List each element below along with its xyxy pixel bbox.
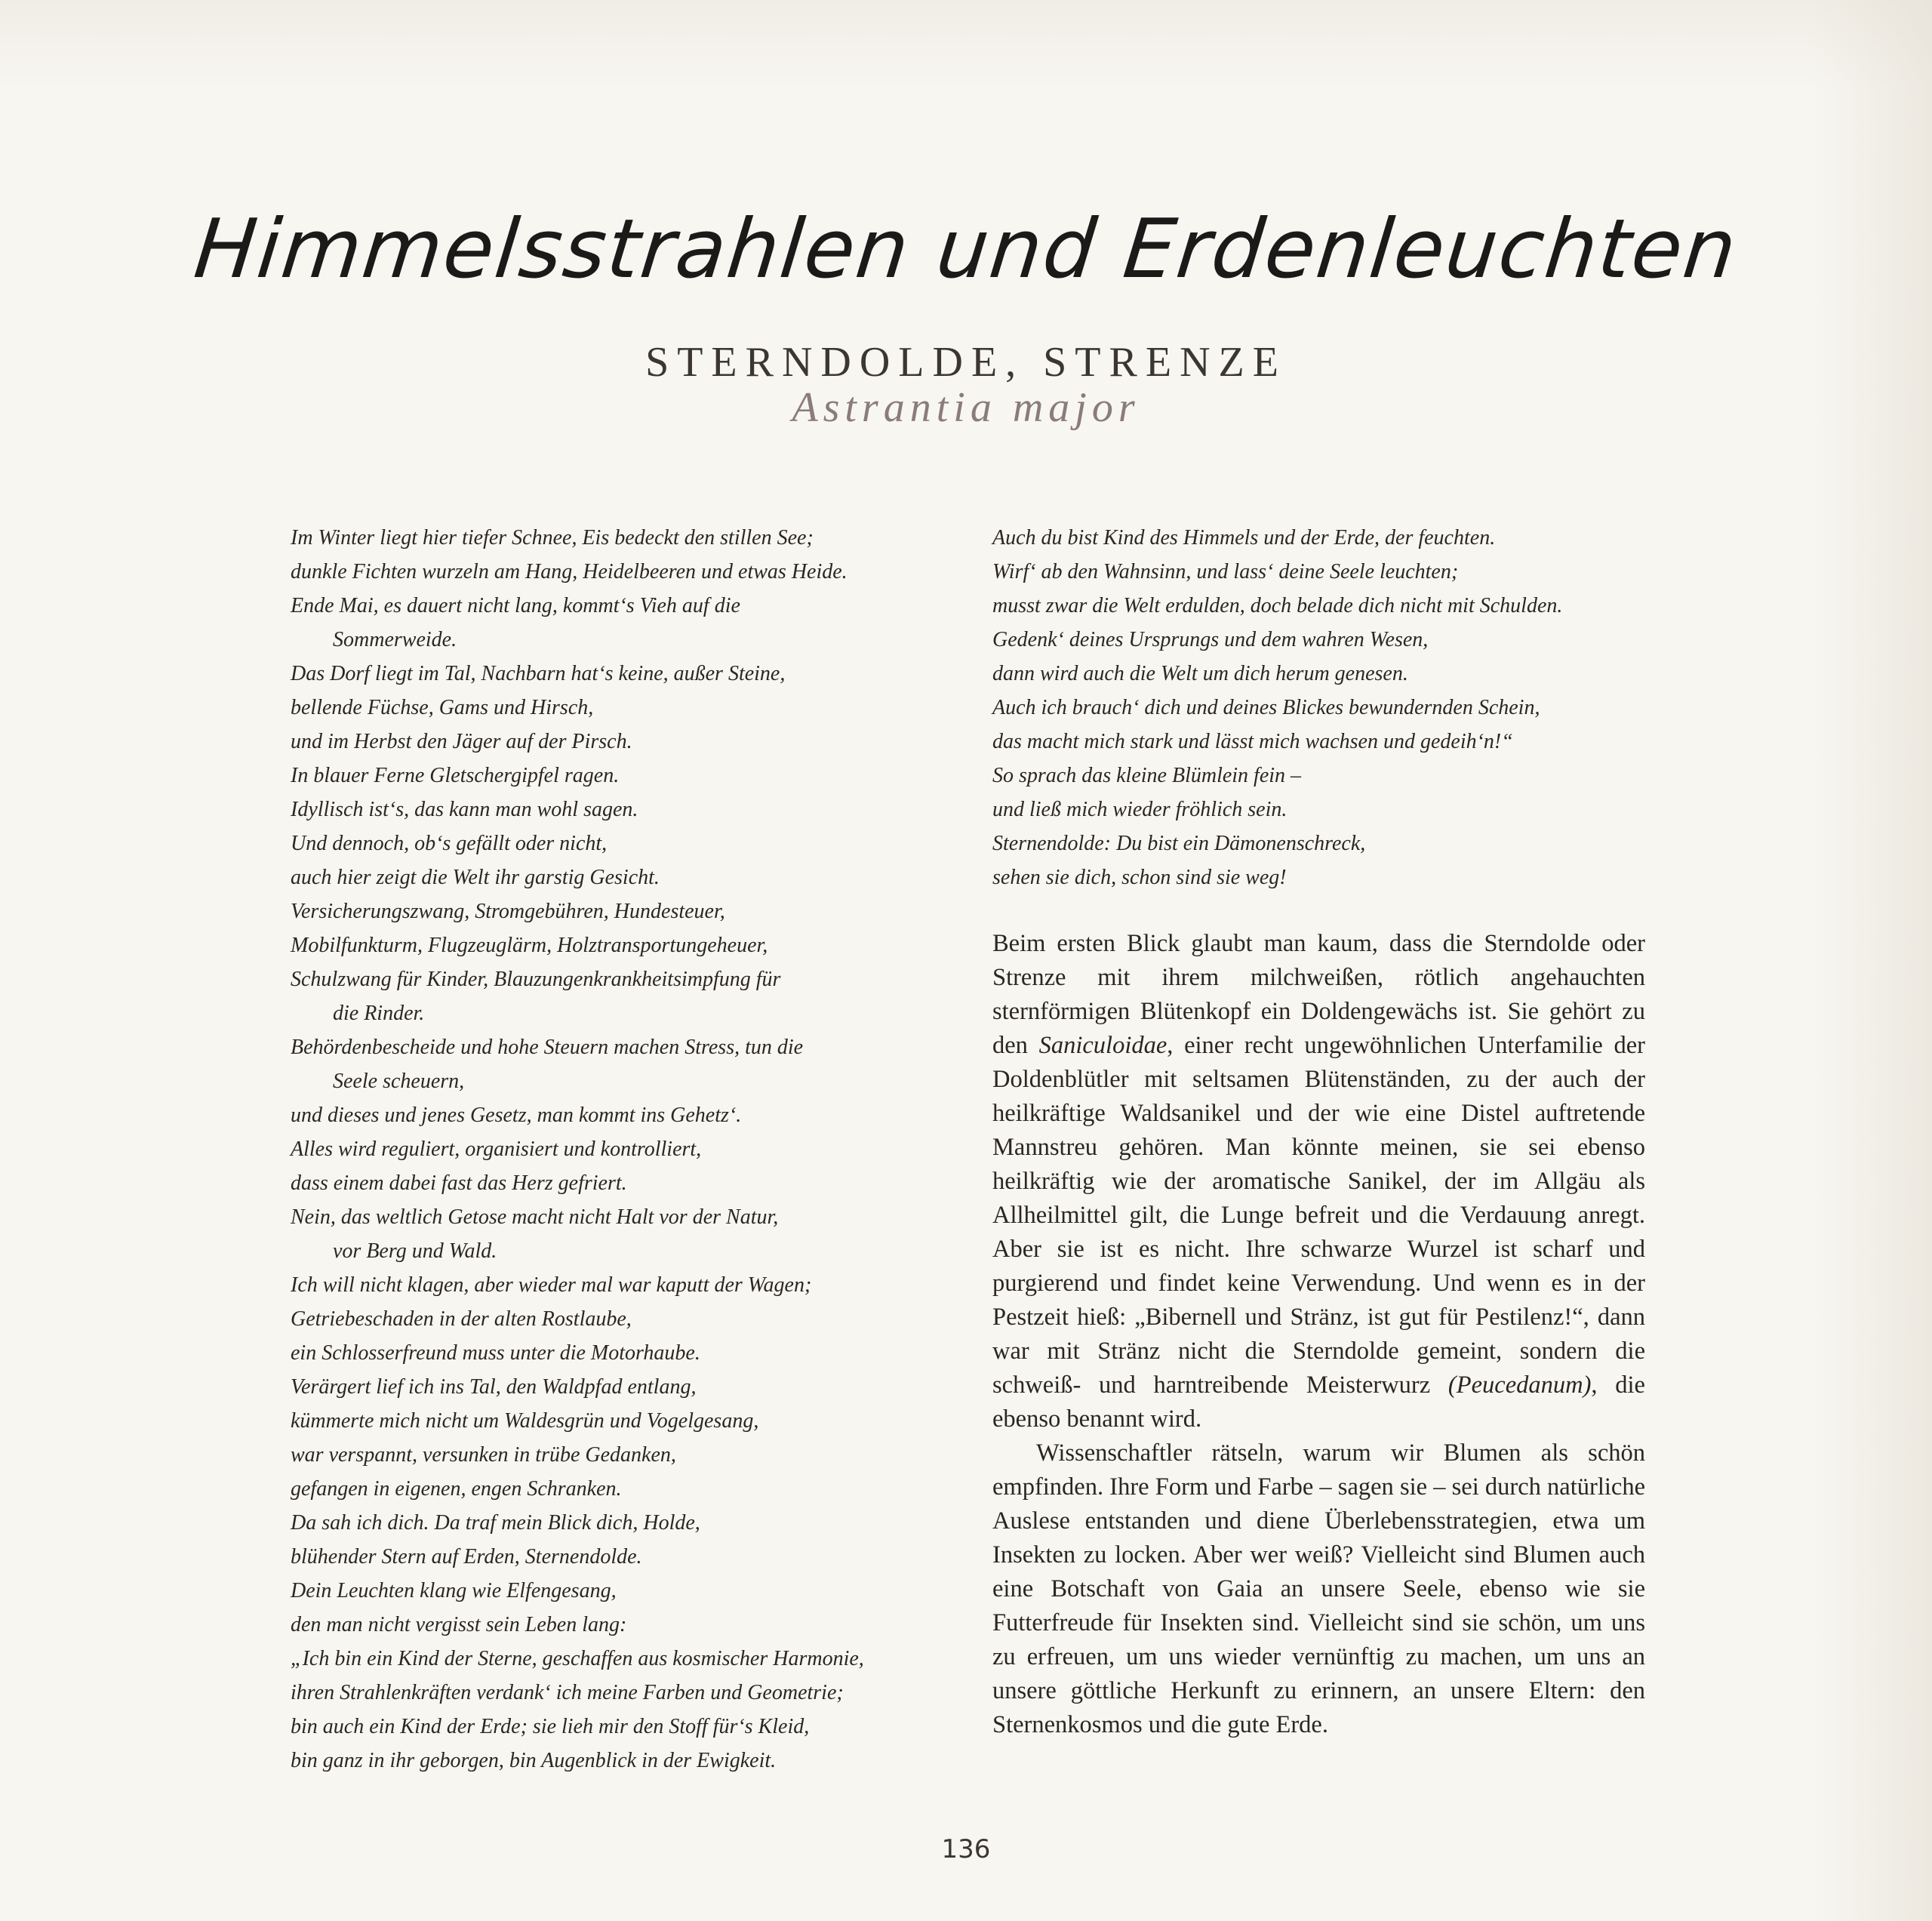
poem-line: Im Winter liegt hier tiefer Schnee, Eis bedeckt den stillen See; [291, 526, 814, 550]
prose-emphasis: Saniculoidae [1038, 1032, 1168, 1059]
poem-line: Idyllisch ist‘s, das kann man wohl sagen. [291, 798, 638, 821]
poem-line: Wirf‘ ab den Wahnsinn, und lass‘ deine Seele leuchten; [992, 560, 1459, 583]
poem-line: dunkle Fichten wurzeln am Hang, Heidelbeeren und etwas Heide. [291, 560, 848, 583]
poem-line: Sternendolde: Du bist ein Dämonenschreck, [992, 832, 1366, 855]
prose-text-run: , einer recht ungewöhnlichen Unterfamilie der Doldenblütler mit seltsamen Blütenständen, zu der auch der heilkräftige Waldsanikel und der wie eine Distel auftretende Mannstreu gehören. Man könnte meinen, sie sei ebenso heilkräftig wie der aromatische Sanikel, der im Allgäu als Allheilmittel gilt, die Lunge befreit und die Verdauung anregt. Aber sie ist es nicht. Ihre schwarze Wurzel ist scharf und purgierend und findet keine Verwendung. Und wenn es in der Pestzeit hieß: „Bibernell und Stränz, ist gut für Pestilenz!“, dann war mit Stränz nicht die Sterndolde gemeint, sondern die schweiß- und harntreibende Meisterwurz [992, 1032, 1645, 1399]
poem-line: dann wird auch die Welt um dich herum genesen. [992, 662, 1408, 685]
poem-line: sehen sie dich, schon sind sie weg! [992, 866, 1287, 889]
poem-line: und im Herbst den Jäger auf der Pirsch. [291, 730, 632, 753]
poem-line: bin auch ein Kind der Erde; sie lieh mir den Stoff für‘s Kleid, [291, 1715, 810, 1738]
poem-line: Auch du bist Kind des Himmels und der Erde, der feuchten. [992, 526, 1496, 550]
prose-text [992, 927, 1645, 1742]
poem-line: In blauer Ferne Gletschergipfel ragen. [291, 764, 620, 787]
poem-line: Schulzwang für Kinder, Blauzungenkrankheitsimpfung für [291, 968, 781, 991]
poem-line: kümmerte mich nicht um Waldesgrün und Vogelgesang, [291, 1409, 759, 1433]
poem-line: „Ich bin ein Kind der Sterne, geschaffen aus kosmischer Harmonie, [291, 1647, 864, 1670]
poem-line: Auch ich brauch‘ dich und deines Blickes bewundernden Schein, [992, 696, 1540, 719]
poem-line: das macht mich stark und lässt mich wachsen und gedeih‘n!“ [992, 730, 1513, 753]
poem-line: Nein, das weltlich Getose macht nicht Halt vor der Natur, [291, 1205, 779, 1229]
poem-line: gefangen in eigenen, engen Schranken. [291, 1477, 622, 1501]
poem-line: musst zwar die Welt erdulden, doch belade dich nicht mit Schulden. [992, 594, 1563, 617]
poem-line: blühender Stern auf Erden, Sternendolde. [291, 1545, 642, 1569]
poem-line: Verärgert lief ich ins Tal, den Waldpfad entlang, [291, 1375, 697, 1399]
poem-line: Versicherungszwang, Stromgebühren, Hundesteuer, [291, 900, 725, 923]
poem-line: und dieses und jenes Gesetz, man kommt ins Gehetz‘. [291, 1104, 742, 1127]
poem-line: die Rinder. [333, 1002, 425, 1025]
poem-line: den man nicht vergisst sein Leben lang: [291, 1613, 627, 1636]
poem-line: Mobilfunkturm, Flugzeuglärm, Holztransportungeheuer, [291, 934, 768, 957]
poem-line: und ließ mich wieder fröhlich sein. [992, 798, 1287, 821]
latin-name: Astrantia major [792, 384, 1140, 431]
page-shade-top [0, 0, 1932, 91]
poem-line: Und dennoch, ob‘s gefällt oder nicht, [291, 832, 608, 855]
prose-paragraph-1 [992, 927, 1645, 1436]
poem-line: Sommerweide. [333, 628, 457, 651]
poem-line: Gedenk‘ deines Ursprungs und dem wahren Wesen, [992, 628, 1429, 651]
poem-line: Da sah ich dich. Da traf mein Blick dich, Holde, [291, 1511, 700, 1535]
poem-line: bin ganz in ihr geborgen, bin Augenblick in der Ewigkeit. [291, 1749, 777, 1772]
poem-line: Das Dorf liegt im Tal, Nachbarn hat‘s keine, außer Steine, [291, 662, 786, 685]
page-subtitle: STERNDOLDE, STRENZE [645, 339, 1287, 386]
poem-column-right [992, 521, 1645, 894]
poem-line: dass einem dabei fast das Herz gefriert. [291, 1171, 627, 1195]
poem-line: So sprach das kleine Blümlein fein – [992, 764, 1302, 787]
poem-line: war verspannt, versunken in trübe Gedanken, [291, 1443, 676, 1467]
poem-line: Behördenbescheide und hohe Steuern machen Stress, tun die [291, 1036, 804, 1059]
prose-paragraph-2: Wissenschaftler rätseln, warum wir Blumen als schön empfinden. Ihre Form und Farbe – sagen sie – sei durch natürliche Auslese entstanden und diene Überlebensstrategien, etwa um Insekten zu locken. Aber wer weiß? Vielleicht sind Blumen auch eine Botschaft von Gaia an unsere Seele, ebenso wie sie Futterfreude für Insekten sind. Vielleicht sind sie schön, um uns zu erfreuen, um uns wieder vernünftig zu machen, um uns an unsere göttliche Herkunft zu erinnern, an unsere Eltern: den Sternenkosmos und die gute Erde. [992, 1439, 1645, 1738]
prose-text-run: Beim ersten Blick glaubt man kaum, dass die Sterndolde oder Strenze mit ihrem milchweißen, rötlich angehauchten sternförmigen Blütenkopf ein Doldengewächs ist. Sie gehört zu den [992, 930, 1645, 1059]
prose-emphasis: (Peucedanum) [1447, 1371, 1592, 1399]
poem-column-left [291, 521, 955, 1778]
poem-line: bellende Füchse, Gams und Hirsch, [291, 696, 594, 719]
poem-line: Seele scheuern, [333, 1070, 465, 1093]
prose-text-run: , die ebenso benannt wird. [992, 1371, 1645, 1433]
poem-line: ihren Strahlenkräften verdank‘ ich meine Farben und Geometrie; [291, 1681, 844, 1704]
poem-line: ein Schlosserfreund muss unter die Motorhaube. [291, 1341, 700, 1365]
poem-line: Ende Mai, es dauert nicht lang, kommt‘s Vieh auf die [291, 594, 740, 617]
poem-line: Ich will nicht klagen, aber wieder mal war kaputt der Wagen; [291, 1273, 812, 1297]
right-column [992, 521, 1645, 1742]
poem-line: Alles wird reguliert, organisiert und kontrolliert, [291, 1138, 702, 1161]
poem-line: auch hier zeigt die Welt ihr garstig Gesicht. [291, 866, 660, 889]
page-number: 136 [941, 1834, 991, 1864]
poem-line: Dein Leuchten klang wie Elfengesang, [291, 1579, 617, 1602]
poem-line: Getriebeschaden in der alten Rostlaube, [291, 1307, 632, 1331]
poem-line: vor Berg und Wald. [333, 1239, 497, 1263]
page-title: Himmelsstrahlen und Erdenleuchten [189, 202, 1743, 297]
